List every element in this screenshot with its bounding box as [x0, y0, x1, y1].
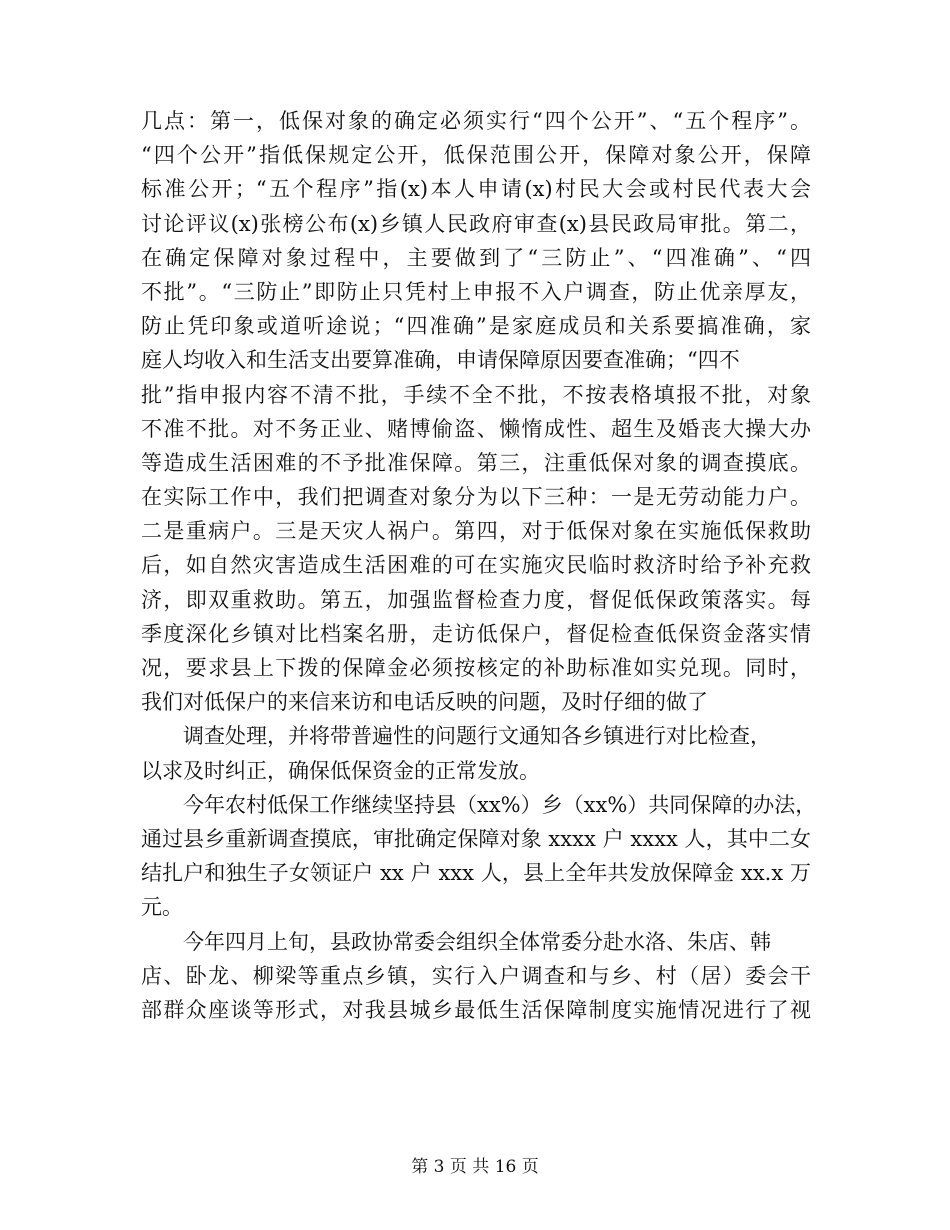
text-line: 批”指申报内容不清不批，手续不全不批，不按表格填报不批，对象	[141, 382, 811, 407]
text-line: 部群众座谈等形式，对我县城乡最低生活保障制度实施情况进行了视	[141, 997, 811, 1022]
text-line: 几点：第一，低保对象的确定必须实行“四个公开”、“五个程序”。	[141, 109, 811, 133]
text-line: 等造成生活困难的不予批准保障。第三，注重低保对象的调查摸底。	[141, 450, 811, 475]
body-text	[141, 104, 817, 1027]
text-line: “四个公开”指低保规定公开，低保范围公开，保障对象公开，保障	[141, 143, 811, 168]
text-line: 结扎户和独生子女领证户 xx 户 xxx 人，县上全年共发放保障金 xx.x 万	[141, 861, 811, 886]
text-line: 元。	[141, 895, 183, 920]
text-line: 季度深化乡镇对比档案名册，走访低保户，督促检查低保资金落实情	[141, 621, 811, 646]
text-line: 通过县乡重新调查摸底，审批确定保障对象 xxxx 户 xxxx 人，其中二女	[141, 826, 811, 851]
text-line: 不批”。“三防止”即防止只凭村上申报不入户调查，防止优亲厚友，	[141, 279, 811, 304]
text-line: 讨论评议(x)张榜公布(x)乡镇人民政府审查(x)县民政局审批。第二，	[141, 211, 811, 236]
text-line: 店、卧龙、柳梁等重点乡镇，实行入户调查和与乡、村（居）委会干	[141, 963, 811, 988]
text-line: 调查处理，并将带普遍性的问题行文通知各乡镇进行对比检查，	[183, 724, 771, 749]
text-line: 不准不批。对不务正业、赌博偷盗、懒惰成性、超生及婚丧大操大办	[141, 416, 811, 441]
text-line: 防止凭印象或道听途说；“四准确”是家庭成员和关系要搞准确，家	[141, 314, 811, 339]
text-line: 在确定保障对象过程中，主要做到了“三防止”、“四准确”、“四	[141, 245, 811, 270]
text-line: 济，即双重救助。第五，加强监督检查力度，督促低保政策落实。每	[141, 587, 811, 612]
text-line: 况，要求县上下拨的保障金必须按核定的补助标准如实兑现。同时，	[141, 656, 811, 680]
text-line: 我们对低保户的来信来访和电话反映的问题，及时仔细的做了	[141, 690, 708, 715]
text-line: 以求及时纠正，确保低保资金的正常发放。	[141, 758, 540, 783]
text-line: 庭人均收入和生活支出要算准确，申请保障原因要查准确；“四不	[141, 348, 740, 373]
text-line: 标准公开；“五个程序”指(x)本人申请(x)村民大会或村民代表大会	[141, 177, 811, 202]
text-line: 今年四月上旬，县政协常委会组织全体常委分赴水洛、朱店、韩	[183, 929, 771, 954]
text-line: 今年农村低保工作继续坚持县（xx%）乡（xx%）共同保障的办法，	[183, 792, 817, 817]
text-line: 二是重病户。三是天灾人祸户。第四，对于低保对象在实施低保救助	[141, 519, 811, 544]
page-number-footer: 第 3 页 共 16 页	[411, 1157, 539, 1177]
text-line: 后，如自然灾害造成生活困难的可在实施灾民临时救济时给予补充救	[141, 553, 811, 578]
text-line: 在实际工作中，我们把调查对象分为以下三种：一是无劳动能力户。	[141, 485, 811, 510]
